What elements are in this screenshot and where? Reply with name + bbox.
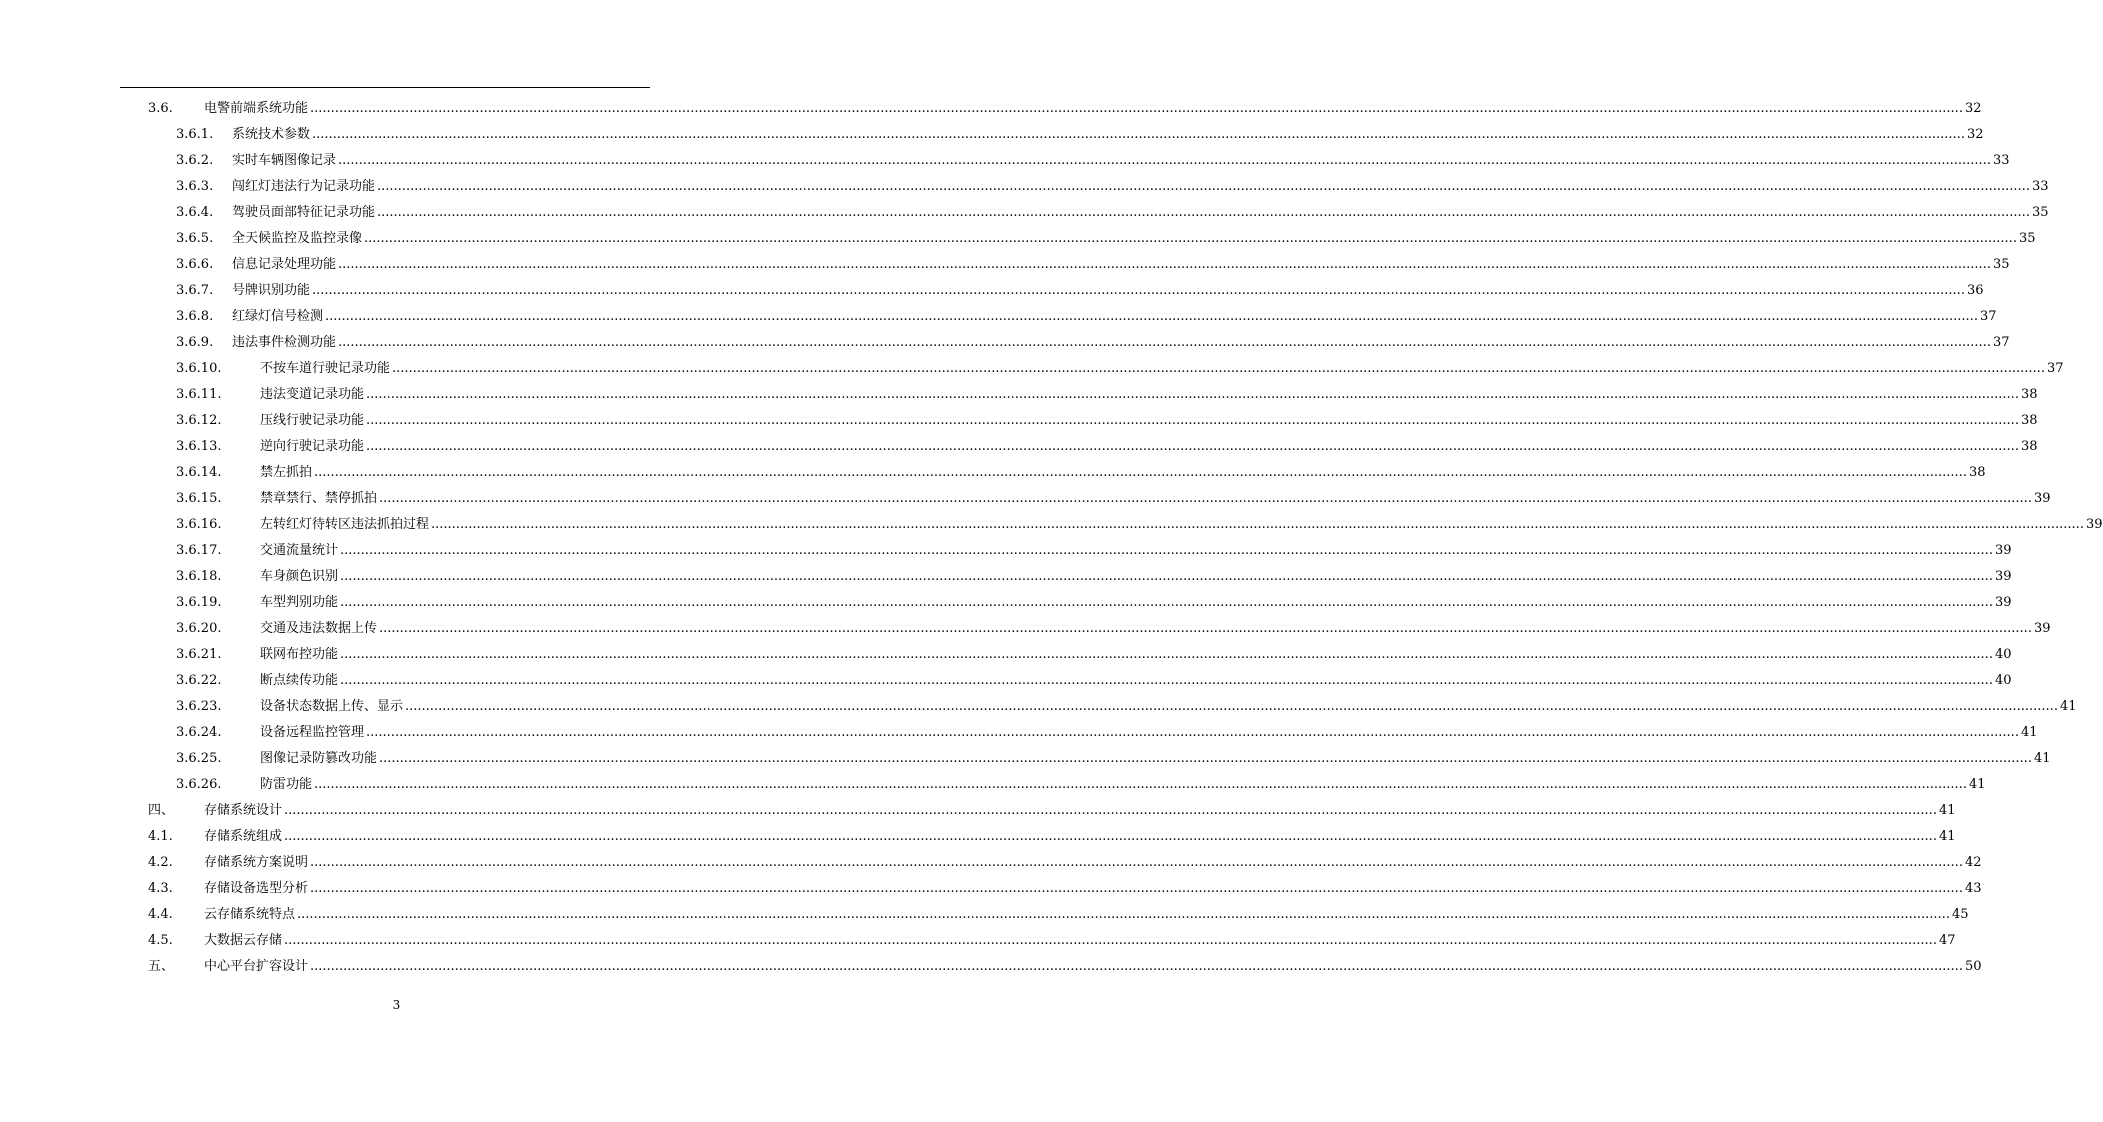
toc-dot-leader: ................................................................................................................................................................................................................................................................................................................................................................................................................ [364, 231, 2017, 246]
toc-entry-title: 存储设备选型分析 [204, 881, 309, 896]
toc-entry-number: 3.6.8. [176, 309, 214, 324]
toc-dot-leader: ................................................................................................................................................................................................................................................................................................................................................................................................................ [310, 101, 1963, 116]
toc-entry-page: 38 [2020, 413, 2038, 428]
toc-dot-leader: ................................................................................................................................................................................................................................................................................................................................................................................................................ [338, 153, 1991, 168]
toc-entry-title: 不按车道行驶记录功能 [260, 361, 391, 376]
toc-entry-page: 35 [2018, 231, 2036, 246]
header-rule [120, 87, 650, 88]
toc-entry[interactable] [0, 486, 2051, 512]
toc-entry-page: 40 [1994, 647, 2012, 662]
toc-entry-number: 3.6.26. [176, 777, 222, 792]
toc-entry[interactable] [0, 226, 2036, 252]
toc-dot-leader: ................................................................................................................................................................................................................................................................................................................................................................................................................ [312, 127, 1965, 142]
toc-dot-leader: ................................................................................................................................................................................................................................................................................................................................................................................................................ [379, 621, 2032, 636]
toc-entry-title: 逆向行驶记录功能 [260, 439, 365, 454]
toc-entry-page: 35 [2031, 205, 2049, 220]
toc-entry-title: 闯红灯违法行为记录功能 [232, 179, 376, 194]
toc-entry[interactable] [0, 122, 1984, 148]
toc-dot-leader: ................................................................................................................................................................................................................................................................................................................................................................................................................ [338, 335, 1991, 350]
toc-dot-leader: ................................................................................................................................................................................................................................................................................................................................................................................................................ [379, 491, 2032, 506]
toc-entry-number: 4.4. [148, 907, 173, 922]
toc-entry-page: 41 [2059, 699, 2077, 714]
toc-entry-title: 大数据云存储 [204, 933, 283, 948]
toc-entry-page: 37 [1992, 335, 2010, 350]
toc-entry-page: 38 [1968, 465, 1986, 480]
toc-entry-page: 38 [2020, 387, 2038, 402]
toc-entry-page: 41 [1968, 777, 1986, 792]
toc-dot-leader: ................................................................................................................................................................................................................................................................................................................................................................................................................ [325, 309, 1978, 324]
toc-entry[interactable] [0, 746, 2051, 772]
toc-entry-number: 3.6.10. [176, 361, 222, 376]
toc-dot-leader: ................................................................................................................................................................................................................................................................................................................................................................................................................ [284, 933, 1937, 948]
toc-entry-page: 33 [1992, 153, 2010, 168]
toc-entry-title: 全天候监控及监控录像 [232, 231, 363, 246]
toc-entry-title: 存储系统设计 [204, 803, 283, 818]
toc-entry-page: 41 [2033, 751, 2051, 766]
toc-entry[interactable] [0, 564, 2012, 590]
toc-entry-title: 信息记录处理功能 [232, 257, 337, 272]
toc-entry-number: 4.3. [148, 881, 173, 896]
toc-entry-title: 红绿灯信号检测 [232, 309, 324, 324]
toc-entry-title: 存储系统方案说明 [204, 855, 309, 870]
toc-entry[interactable] [0, 174, 2049, 200]
toc-entry-number: 3.6.25. [176, 751, 222, 766]
toc-entry-number: 3.6.19. [176, 595, 222, 610]
toc-dot-leader: ................................................................................................................................................................................................................................................................................................................................................................................................................ [405, 699, 2058, 714]
toc-entry-title: 云存储系统特点 [204, 907, 296, 922]
toc-entry-number: 3.6.3. [176, 179, 214, 194]
toc-entry[interactable] [0, 356, 2064, 382]
toc-entry-title: 系统技术参数 [232, 127, 311, 142]
toc-entry[interactable] [0, 694, 2077, 720]
toc-entry-title: 存储系统组成 [204, 829, 283, 844]
toc-entry-page: 42 [1964, 855, 1982, 870]
toc-dot-leader: ................................................................................................................................................................................................................................................................................................................................................................................................................ [338, 257, 1991, 272]
toc-entry-page: 41 [1938, 829, 1956, 844]
toc-entry-title: 号牌识别功能 [232, 283, 311, 298]
toc-entry[interactable] [0, 304, 1997, 330]
toc-entry[interactable] [0, 382, 2038, 408]
toc-entry-number: 3.6.22. [176, 673, 222, 688]
toc-dot-leader: ................................................................................................................................................................................................................................................................................................................................................................................................................ [366, 413, 2019, 428]
toc-entry-title: 禁左抓拍 [260, 465, 313, 480]
toc-entry[interactable] [0, 590, 2012, 616]
toc-dot-leader: ................................................................................................................................................................................................................................................................................................................................................................................................................ [310, 959, 1963, 974]
toc-entry-number: 3.6.1. [176, 127, 214, 142]
toc-dot-leader: ................................................................................................................................................................................................................................................................................................................................................................................................................ [284, 803, 1937, 818]
toc-dot-leader: ................................................................................................................................................................................................................................................................................................................................................................................................................ [310, 881, 1963, 896]
toc-entry-page: 47 [1938, 933, 1956, 948]
toc-entry-number: 四、 [148, 803, 175, 818]
toc-entry[interactable] [0, 642, 2012, 668]
toc-entry-title: 断点续传功能 [260, 673, 339, 688]
toc-entry-title: 交通及违法数据上传 [260, 621, 378, 636]
toc-entry-page: 37 [2046, 361, 2064, 376]
toc-entry-page: 33 [2031, 179, 2049, 194]
toc-entry[interactable] [0, 252, 2010, 278]
toc-dot-leader: ................................................................................................................................................................................................................................................................................................................................................................................................................ [377, 179, 2030, 194]
toc-entry-title: 图像记录防篡改功能 [260, 751, 378, 766]
toc-entry-title: 设备远程监控管理 [260, 725, 365, 740]
toc-dot-leader: ................................................................................................................................................................................................................................................................................................................................................................................................................ [431, 517, 2084, 532]
toc-entry[interactable] [0, 902, 1969, 928]
toc-dot-leader: ................................................................................................................................................................................................................................................................................................................................................................................................................ [366, 439, 2019, 454]
toc-entry[interactable] [0, 772, 1986, 798]
toc-entry-title: 联网布控功能 [260, 647, 339, 662]
toc-entry-title: 中心平台扩容设计 [204, 959, 309, 974]
toc-entry-title: 电警前端系统功能 [204, 101, 309, 116]
toc-dot-leader: ................................................................................................................................................................................................................................................................................................................................................................................................................ [377, 205, 2030, 220]
toc-dot-leader: ................................................................................................................................................................................................................................................................................................................................................................................................................ [379, 751, 2032, 766]
toc-entry[interactable] [0, 928, 1956, 954]
toc-dot-leader: ................................................................................................................................................................................................................................................................................................................................................................................................................ [314, 777, 1967, 792]
toc-entry-number: 3.6.4. [176, 205, 214, 220]
toc-entry[interactable] [0, 954, 1982, 980]
toc-entry-page: 39 [1994, 569, 2012, 584]
toc-dot-leader: ................................................................................................................................................................................................................................................................................................................................................................................................................ [392, 361, 2045, 376]
toc-dot-leader: ................................................................................................................................................................................................................................................................................................................................................................................................................ [297, 907, 1950, 922]
toc-entry-page: 37 [1979, 309, 1997, 324]
toc-entry-number: 3.6.9. [176, 335, 214, 350]
toc-entry-number: 3.6.11. [176, 387, 222, 402]
toc-entry-page: 32 [1964, 101, 1982, 116]
toc-entry-number: 3.6.17. [176, 543, 222, 558]
toc-dot-leader: ................................................................................................................................................................................................................................................................................................................................................................................................................ [366, 725, 2019, 740]
toc-entry-number: 3.6.24. [176, 725, 222, 740]
toc-entry-number: 五、 [148, 959, 175, 974]
toc-entry-number: 3.6.16. [176, 517, 222, 532]
toc-entry-page: 35 [1992, 257, 2010, 272]
toc-entry-number: 3.6.23. [176, 699, 222, 714]
toc-entry[interactable] [0, 434, 2038, 460]
toc-entry[interactable] [0, 616, 2051, 642]
toc-entry[interactable] [0, 798, 1956, 824]
toc-entry-page: 36 [1966, 283, 1984, 298]
toc-entry-page: 39 [2085, 517, 2103, 532]
toc-entry-title: 设备状态数据上传、显示 [260, 699, 404, 714]
toc-entry[interactable] [0, 96, 1982, 122]
toc-entry-number: 3.6.5. [176, 231, 214, 246]
toc-entry[interactable] [0, 850, 1982, 876]
toc-entry-page: 41 [1938, 803, 1956, 818]
page-number: 3 [392, 998, 401, 1012]
toc-entry-title: 防雷功能 [260, 777, 313, 792]
toc-entry[interactable] [0, 200, 2049, 226]
toc-entry-title: 禁章禁行、禁停抓拍 [260, 491, 378, 506]
toc-entry[interactable] [0, 512, 2103, 538]
toc-entry-number: 3.6.13. [176, 439, 222, 454]
toc-dot-leader: ................................................................................................................................................................................................................................................................................................................................................................................................................ [314, 465, 1967, 480]
toc-entry[interactable] [0, 538, 2012, 564]
toc-entry-title: 左转红灯待转区违法抓拍过程 [260, 517, 430, 532]
toc-entry-page: 41 [2020, 725, 2038, 740]
toc-entry-number: 4.1. [148, 829, 173, 844]
toc-entry[interactable] [0, 330, 2010, 356]
toc-entry-number: 3.6. [148, 101, 173, 116]
toc-entry-title: 车型判别功能 [260, 595, 339, 610]
toc-entry-title: 交通流量统计 [260, 543, 339, 558]
toc-entry-number: 3.6.15. [176, 491, 222, 506]
toc-entry[interactable] [0, 824, 1956, 850]
toc-entry[interactable] [0, 460, 1986, 486]
toc-dot-leader: ................................................................................................................................................................................................................................................................................................................................................................................................................ [340, 647, 1993, 662]
toc-dot-leader: ................................................................................................................................................................................................................................................................................................................................................................................................................ [340, 673, 1993, 688]
toc-entry-number: 4.5. [148, 933, 173, 948]
toc-entry-page: 39 [1994, 543, 2012, 558]
toc-dot-leader: ................................................................................................................................................................................................................................................................................................................................................................................................................ [310, 855, 1963, 870]
toc-entry-title: 压线行驶记录功能 [260, 413, 365, 428]
toc-entry-number: 3.6.6. [176, 257, 214, 272]
toc-entry-number: 3.6.21. [176, 647, 222, 662]
toc-entry-title: 违法事件检测功能 [232, 335, 337, 350]
toc-entry-number: 3.6.14. [176, 465, 222, 480]
toc-entry[interactable] [0, 278, 1984, 304]
toc-dot-leader: ................................................................................................................................................................................................................................................................................................................................................................................................................ [340, 569, 1993, 584]
toc-entry-page: 50 [1964, 959, 1982, 974]
toc-entry-title: 实时车辆图像记录 [232, 153, 337, 168]
toc-entry-page: 43 [1964, 881, 1982, 896]
toc-entry-page: 32 [1966, 127, 1984, 142]
toc-entry-number: 3.6.7. [176, 283, 214, 298]
toc-entry-title: 车身颜色识别 [260, 569, 339, 584]
toc-dot-leader: ................................................................................................................................................................................................................................................................................................................................................................................................................ [366, 387, 2019, 402]
toc-entry-page: 45 [1951, 907, 1969, 922]
toc-entry-title: 驾驶员面部特征记录功能 [232, 205, 376, 220]
toc-entry[interactable] [0, 408, 2038, 434]
toc-entry[interactable] [0, 668, 2012, 694]
toc-entry-number: 4.2. [148, 855, 173, 870]
toc-entry-number: 3.6.18. [176, 569, 222, 584]
toc-entry-title: 违法变道记录功能 [260, 387, 365, 402]
toc-entry[interactable] [0, 148, 2010, 174]
toc-dot-leader: ................................................................................................................................................................................................................................................................................................................................................................................................................ [340, 543, 1993, 558]
toc-entry-page: 39 [2033, 491, 2051, 506]
toc-entry-page: 39 [1994, 595, 2012, 610]
toc-entry-page: 38 [2020, 439, 2038, 454]
toc-entry[interactable] [0, 720, 2038, 746]
toc-entry-page: 39 [2033, 621, 2051, 636]
toc-dot-leader: ................................................................................................................................................................................................................................................................................................................................................................................................................ [340, 595, 1993, 610]
toc-dot-leader: ................................................................................................................................................................................................................................................................................................................................................................................................................ [312, 283, 1965, 298]
toc-entry[interactable] [0, 876, 1982, 902]
toc-entry-page: 40 [1994, 673, 2012, 688]
toc-entry-number: 3.6.20. [176, 621, 222, 636]
toc-entry-number: 3.6.12. [176, 413, 222, 428]
toc-entry-number: 3.6.2. [176, 153, 214, 168]
toc-dot-leader: ................................................................................................................................................................................................................................................................................................................................................................................................................ [284, 829, 1937, 844]
